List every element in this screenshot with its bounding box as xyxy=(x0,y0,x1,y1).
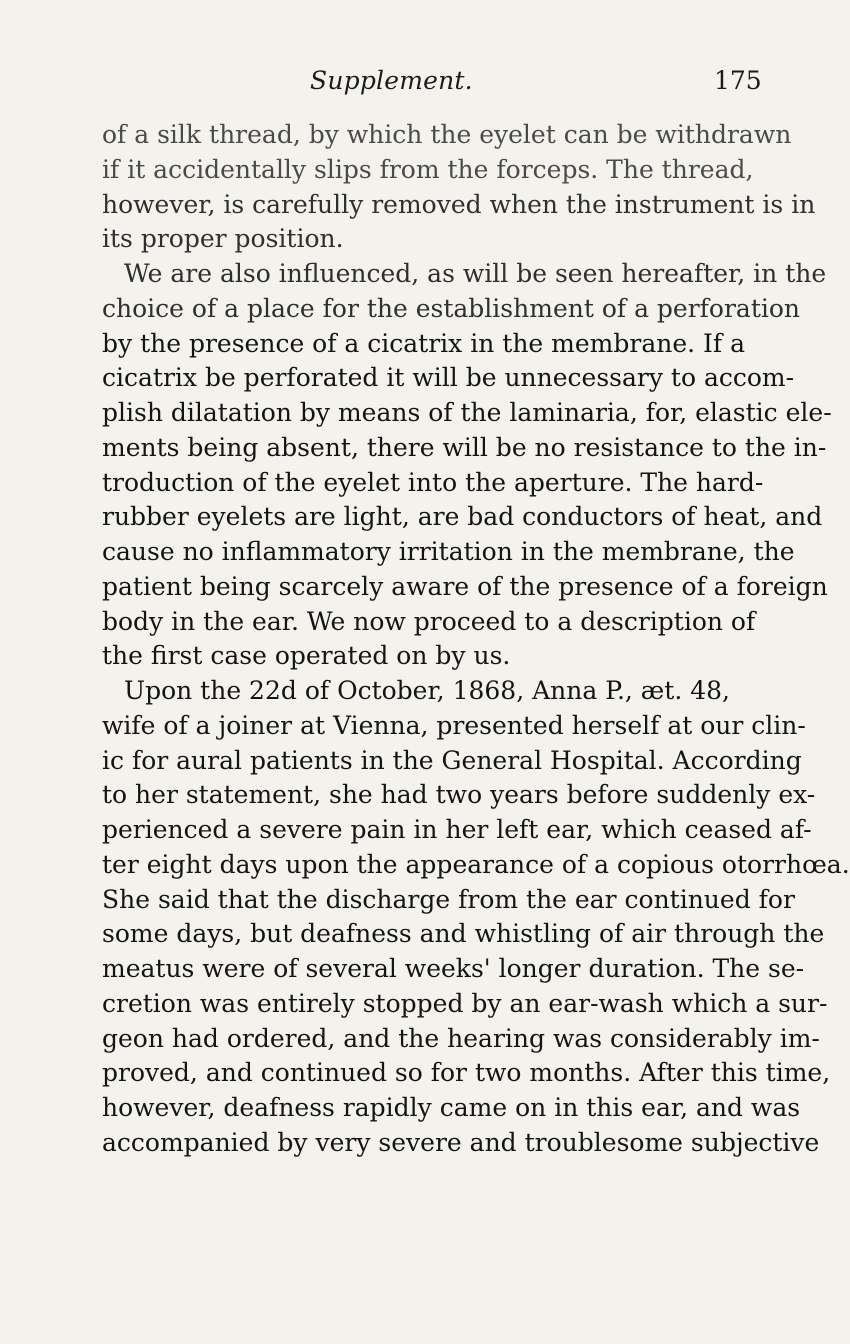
text-line-13: cause no inflammatory irritation in the membrane, the xyxy=(102,537,795,566)
text-line-25: meatus were of several weeks' longer duration. The se- xyxy=(102,954,805,983)
text-line-16: the first case operated on by us. xyxy=(102,641,511,671)
text-line-9: plish dilatation by means of the laminaria, for, elastic ele- xyxy=(102,398,832,427)
text-line-26: cretion was entirely stopped by an ear-wash which a sur- xyxy=(102,988,828,1018)
text-line-19: ic for aural patients in the General Hospital. According xyxy=(102,745,802,775)
text-line-10: ments being absent, there will be no resistance to the in- xyxy=(102,432,827,462)
text-line-5: We are also influenced, as will be seen hereafter, in the xyxy=(124,259,827,288)
text-line-28: proved, and continued so for two months. After this time, xyxy=(102,1058,831,1088)
running-head: Supplement. xyxy=(310,66,473,95)
text-line-17: Upon the 22d of October, 1868, Anna P., æt. 48, xyxy=(124,676,730,705)
text-line-20: to her statement, she had two years before suddenly ex- xyxy=(102,780,816,810)
text-line-15: body in the ear. We now proceed to a description of xyxy=(102,606,756,636)
text-line-2: if it accidentally slips from the forceps. The thread, xyxy=(102,154,754,184)
text-line-14: patient being scarcely aware of the presence of a foreign xyxy=(102,571,828,601)
text-line-6: choice of a place for the establishment of a perforation xyxy=(102,293,801,323)
text-line-7: by the presence of a cicatrix in the membrane. If a xyxy=(102,328,745,358)
text-line-3: however, is carefully removed when the instrument is in xyxy=(102,189,816,219)
page-number: 175 xyxy=(714,66,762,95)
text-line-21: perienced a severe pain in her left ear, which ceased af- xyxy=(102,815,812,844)
text-line-18: wife of a joiner at Vienna, presented herself at our clin- xyxy=(102,710,806,740)
text-line-27: geon had ordered, and the hearing was considerably im- xyxy=(102,1023,820,1053)
text-line-23: She said that the discharge from the ear continued for xyxy=(102,884,795,914)
text-line-22: ter eight days upon the appearance of a copious otorrhœa. xyxy=(102,849,850,879)
text-line-12: rubber eyelets are light, are bad conductors of heat, and xyxy=(102,502,823,532)
text-line-4: its proper position. xyxy=(102,224,344,254)
text-line-1: of a silk thread, by which the eyelet can be withdrawn xyxy=(102,120,792,149)
text-line-29: however, deafness rapidly came on in this ear, and was xyxy=(102,1093,801,1122)
text-line-8: cicatrix be perforated it will be unnecessary to accom- xyxy=(102,363,795,393)
text-line-11: troduction of the eyelet into the aperture. The hard- xyxy=(102,467,764,497)
text-line-24: some days, but deafness and whistling of air through the xyxy=(102,919,825,949)
text-line-30: accompanied by very severe and troublesome subjective xyxy=(102,1127,820,1157)
body-text xyxy=(102,118,850,1161)
